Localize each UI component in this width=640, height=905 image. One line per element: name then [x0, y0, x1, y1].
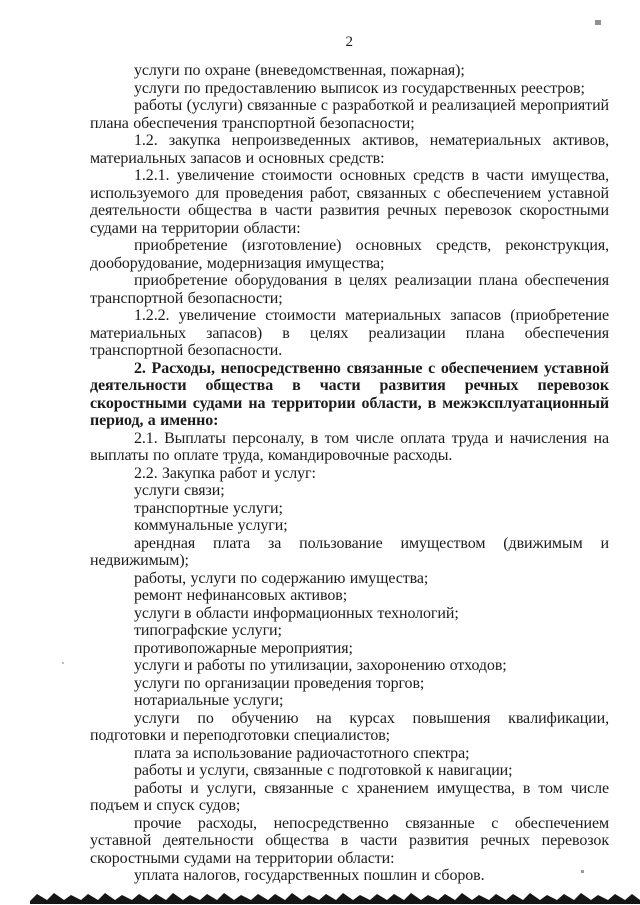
paragraph: приобретение (изготовление) основных средств, реконструкция, дооборудование, модернизация имущества; — [90, 237, 609, 272]
paragraph: арендная плата за пользование имуществом (движимым и недвижимым); — [90, 534, 609, 569]
paragraph: транспортные услуги; — [134, 499, 283, 517]
scan-speck-mid-right — [581, 870, 584, 873]
paragraph: прочие расходы, непосредственно связанные с обеспечением уставной деятельности общества в части развития речных перевозок скоростными судами на территории области: — [90, 814, 609, 867]
paragraph: 1.2.2. увеличение стоимости материальных запасов (приобретение материальных запасов) в целях реализации плана обеспечения транспортной безопасности. — [90, 307, 609, 359]
paragraph: услуги связи; — [134, 482, 225, 499]
text-column — [90, 34, 609, 885]
paragraph: 1.2.1. увеличение стоимости основных средств в части имущества, используемого для проведения работ, связанных с обеспечением уставной деятельности общества в части развития речных перевозок скоростными судами на территории области: — [90, 167, 609, 237]
paragraph: услуги по предоставлению выписок из государственных реестров; — [134, 79, 585, 97]
scan-tear-edge-artifact — [30, 892, 640, 904]
paragraph: нотариальные услуги; — [134, 692, 284, 709]
paragraph: работы, услуги по содержанию имущества; — [134, 569, 429, 587]
paragraph: работы и услуги, связанные с подготовкой к навигации; — [134, 762, 513, 779]
paragraph: приобретение оборудования в целях реализации плана обеспечения транспортной безопасности; — [90, 272, 609, 307]
paragraph: услуги в области информационных технологий; — [134, 604, 459, 622]
paragraph: коммунальные услуги; — [134, 517, 288, 534]
page-number: 2 — [345, 34, 354, 50]
paragraph: услуги по обучению на курсах повышения квалификации, подготовки и переподготовки специалистов; — [90, 709, 609, 744]
paragraph: работы и услуги, связанные с хранением имущества, в том числе подъем и спуск судов; — [90, 779, 609, 814]
paragraph: противопожарные мероприятия; — [134, 639, 353, 657]
paragraph: 2.1. Выплаты персоналу, в том числе оплата труда и начисления на выплаты по оплате труда, командировочные расходы. — [90, 429, 609, 464]
paragraph: 2.2. Закупка работ и услуг: — [134, 464, 316, 482]
paragraph: ремонт нефинансовых активов; — [134, 587, 348, 604]
scan-speck-left — [62, 662, 64, 664]
paragraph: услуги по организации проведения торгов; — [134, 674, 425, 692]
paragraph: 1.2. закупка непроизведенных активов, нематериальных активов, материальных запасов и основных средств: — [90, 132, 609, 167]
paragraph: работы (услуги) связанные с разработкой и реализацией мероприятий плана обеспечения транспортной безопасности; — [90, 97, 609, 132]
paragraph: типографские услуги; — [134, 622, 282, 639]
scan-speck-top-right — [595, 20, 601, 25]
paragraph: услуги и работы по утилизации, захоронению отходов; — [134, 657, 507, 674]
paragraph: плата за использование радиочастотного спектра; — [134, 744, 470, 762]
document-body — [90, 62, 609, 885]
paragraph: уплата налогов, государственных пошлин и сборов. — [134, 867, 485, 884]
paragraph: 2. Расходы, непосредственно связанные с обеспечением уставной деятельности общества в части развития речных перевозок скоростными судами на территории области, в межэксплуатационный период, а именно: — [90, 359, 609, 429]
paragraph: услуги по охране (вневедомственная, пожарная); — [134, 62, 465, 79]
